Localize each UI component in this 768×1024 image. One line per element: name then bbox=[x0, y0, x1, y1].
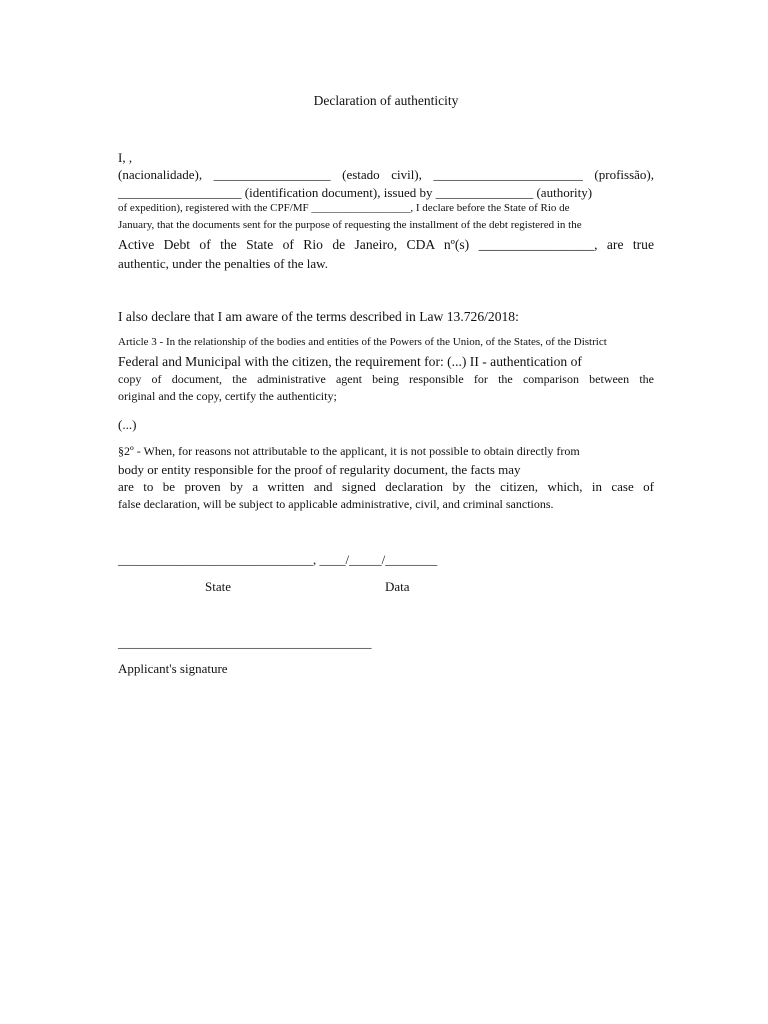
article-line-3: copy of document, the administrative agent being responsible for the comparison between the bbox=[118, 372, 654, 386]
article-line-1: Article 3 - In the relationship of the bodies and entities of the Powers of the Union, of the States, of the District bbox=[118, 336, 607, 348]
paragraph2-line-3: are to be proven by a written and signed declaration by the citizen, which, in case of bbox=[118, 479, 654, 494]
signature-line: _______________________________________ bbox=[118, 635, 372, 650]
signature-label: Applicant's signature bbox=[118, 661, 228, 676]
state-label: State bbox=[205, 579, 231, 594]
declaration-line-5: January, that the documents sent for the purpose of requesting the installment of the debt registered in the bbox=[118, 219, 582, 231]
article-line-4: original and the copy, certify the authenticity; bbox=[118, 389, 337, 403]
date-label: Data bbox=[385, 579, 410, 594]
paragraph2-line-2: body or entity responsible for the proof of regularity document, the facts may bbox=[118, 462, 521, 477]
declaration-line-1: I, , bbox=[118, 150, 133, 165]
declaration-line-7: authentic, under the penalties of the law. bbox=[118, 256, 328, 271]
declaration-line-2: (nacionalidade), __________________ (estado civil), _______________________ (profissão), bbox=[118, 167, 654, 182]
awareness-line: I also declare that I am aware of the terms described in Law 13.726/2018: bbox=[118, 309, 519, 324]
declaration-line-4: of expedition), registered with the CPF/MF __________________, I declare before the State of Rio de bbox=[118, 202, 570, 214]
document-title: Declaration of authenticity bbox=[313, 93, 459, 108]
declaration-line-3: ___________________ (identification document), issued by _______________ (authority) bbox=[118, 185, 593, 200]
paragraph2-line-1: §2º - When, for reasons not attributable to the applicant, it is not possible to obtain directly from bbox=[118, 444, 580, 458]
place-date-line: ______________________________, ____/_____/________ bbox=[118, 552, 438, 567]
article-line-2: Federal and Municipal with the citizen, the requirement for: (...) II - authentication of bbox=[118, 354, 582, 369]
paragraph2-line-4: false declaration, will be subject to applicable administrative, civil, and criminal sanctions. bbox=[118, 497, 554, 511]
declaration-line-6: Active Debt of the State of Rio de Janeiro, CDA nº(s) _________________, are true bbox=[118, 237, 654, 252]
ellipsis-line: (...) bbox=[118, 417, 137, 432]
